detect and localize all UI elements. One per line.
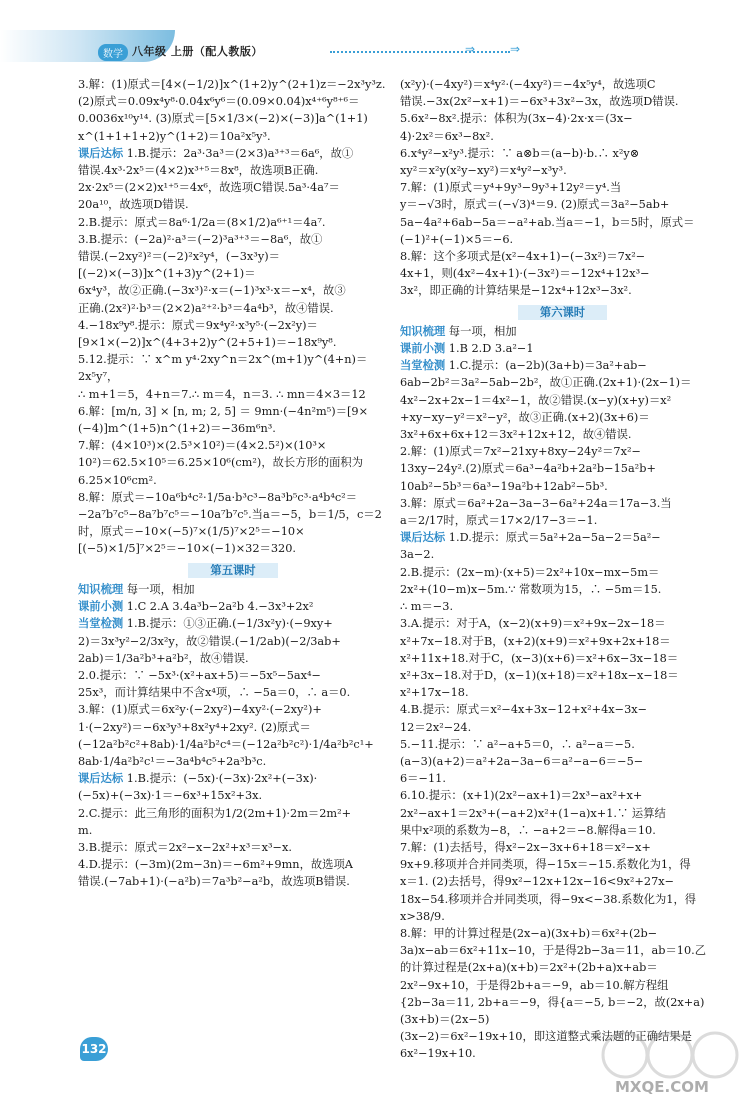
answer-line: 3.解：(1)原式＝[4×(−1/2)]x^(1+2)y^(2+1)z＝−2x³y³z. [78, 78, 386, 91]
answer-line: 2)＝3x³y²−2/3x²y，故②错误.(−1/2ab)(−2/3ab+ [78, 634, 341, 648]
answer-line: 2ab)＝1/3a²b³+a²b²，故④错误. [78, 651, 249, 665]
page-number: 132 [80, 1037, 108, 1061]
answer-line: 6x⁴y³，故②正确.(−3x³)²·x＝(−1)³x³·x＝−x⁴，故③ [78, 284, 346, 298]
answer-line: 5.6x²−8x².提示：体积为(3x−4)·2x·x＝(3x− [400, 112, 633, 126]
answer-line: 4x²−2x+2x−1＝4x²−1，故②错误.(x−y)(x+y)＝x² [400, 393, 672, 407]
answer-line: 8.解：原式＝−10a⁶b⁴c²·1/5a·b³c³−8a³b⁵c³·a⁴b⁴c²＝ [78, 490, 357, 504]
subject-badge: 数学 [98, 44, 128, 61]
answer-line: 0.0036x¹⁰y¹⁴. (3)原式＝[5×1/3×(−2)×(−3)]a^(1+1) [78, 112, 368, 126]
answer-line: 时，原式＝−10×(−5)⁷×(1/5)⁷×2⁵＝−10× [78, 525, 305, 539]
answer-line: 5.−11.提示：∵ a²−a+5＝0，∴ a²−a＝−5. [400, 737, 635, 751]
answer-line: x²+17x−18. [400, 686, 469, 700]
answer-line: (−12a²b²c²+8ab)·1/4a²b²c⁴＝(−12a²b²c²)·1/4a²b²c¹+ [78, 737, 374, 751]
answer-line: [(−5)×1/5]⁷×2⁵＝−10×(−1)×32＝320. [78, 542, 297, 556]
answer-line: 6x²−19x+10. [400, 1047, 476, 1061]
answer-line: 3.B.提示：原式＝2x²−x−2x²+x³＝x³−x. [78, 840, 292, 854]
answer-line: 课后达标 1.D.提示：原式＝5a²+2a−5a−2＝5a²− [400, 531, 661, 545]
answer-line: 3a−2. [400, 548, 435, 562]
section-label: 课前小测 [78, 600, 124, 614]
left-column [78, 76, 388, 891]
answer-line: (−4)]m^(1+5)n^(1+2)＝−36m⁶n³. [78, 422, 276, 436]
answer-line: (2)原式＝0.09x⁴y⁸·0.04x⁶y⁶＝(0.09×0.04)x⁴⁺⁶y⁸⁺⁶＝ [78, 95, 360, 109]
right-column [400, 76, 725, 1063]
answer-line: a＝2/17时，原式＝17×2/17−3＝−1. [400, 514, 598, 528]
answer-line: 5.12.提示：∵ x^m y⁴·2xy^n＝2x^(m+1)y^(4+n)＝2x⁵y⁷， [78, 353, 368, 384]
answer-line: x²+3x−18.对于D，(x−1)(x+18)＝x²+18x−x−18＝ [400, 668, 679, 682]
answer-line: 7.解：(1)去括号，得x²−2x−3x+6+18＝x²−x+ [400, 840, 651, 854]
answer-line: 2x·2x⁵＝(2×2)x¹⁺⁵＝4x⁶，故选项C错误.5a³·4a⁷＝ [78, 181, 340, 195]
section-label: 当堂检测 [78, 617, 124, 631]
answer-line: 2.解：(1)原式＝7x²−21xy+8xy−24y²＝7x²− [400, 445, 641, 459]
answer-line: 10²)＝62.5×10⁵＝6.25×10⁶(cm²)，故长方形的面积为 [78, 456, 364, 470]
answer-line: 课后达标 1.B.提示：2a³·3a³＝(2×3)a³⁺³＝6a⁶，故① [78, 146, 354, 160]
answer-line: 2x²−ax+1＝2x³+(−a+2)x²+(1−a)x+1.∵ 运算结 [400, 806, 666, 820]
answer-line: 4x+1，则(4x²−4x+1)·(−3x²)＝−12x⁴+12x³− [400, 267, 650, 281]
answer-line: {2b−3a＝11, 2b+a＝−9，得{a＝−5, b＝−2，故(2x+a)(3x+b)＝(2x−5) [400, 995, 705, 1026]
answer-line: 的计算过程是(2x+a)(x+b)＝2x²+(2b+a)x+ab＝ [400, 961, 658, 975]
answer-line: 当堂检测 1.C.提示：(a−2b)(3a+b)＝3a²+ab− [400, 359, 647, 373]
answer-line: 8.解：这个多项式是(x²−4x+1)−(−3x²)＝7x²− [400, 250, 646, 264]
answer-line: 18x−54.移项并合并同类项，得−9x<−38.系数化为1，得 [400, 892, 697, 906]
answer-line: x＝1. (2)去括号，得9x²−12x+12x−16<9x²+27x− [400, 875, 675, 889]
section-label: 知识梳理 [400, 324, 446, 338]
answer-line: 2.B.提示：原式＝8a⁶·1/2a＝(8×1/2)a⁶⁺¹＝4a⁷. [78, 215, 326, 229]
answer-line: (−1)²+(−1)×5＝−6. [400, 232, 514, 246]
answer-line: 1·(−2xy²)＝−6x³y³+8x²y⁴+2xy². (2)原式＝ [78, 720, 311, 734]
answer-line: 3x²+6x+6x+12＝3x²+12x+12，故④错误. [400, 428, 632, 442]
dotted-rule [330, 51, 510, 53]
answer-line: x^(1+1+1+2)y^(1+2)＝10a²x⁵y³. [78, 129, 271, 143]
answer-line: 3a)x−ab＝6x²+11x−10，于是得2b−3a＝11，ab＝10.乙 [400, 944, 707, 958]
answer-line: 6.10.提示：(x+1)(2x²−ax+1)＝2x³−ax²+x+ [400, 789, 643, 803]
answer-line: m. [78, 823, 93, 837]
answer-line: [9×1×(−2)]x^(4+3+2)y^(2+5+1)＝−18x⁹y⁸. [78, 336, 337, 350]
answer-line: 错误.(−7ab+1)·(−a²b)＝7a³b²−a²b，故选项B错误. [78, 875, 350, 889]
section-label: 课后达标 [78, 772, 124, 786]
answer-line: 课后达标 1.B.提示：(−5x)·(−3x)·2x²+(−3x)· [78, 772, 318, 786]
answer-line: 2x²−9x+10，于是得2b+a＝−9，ab＝10.解方程组 [400, 978, 669, 992]
answer-line: 4.D.提示：(−3m)(2m−3n)＝−6m²+9mn，故选项A [78, 858, 353, 872]
answer-line: (−5x)+(−3x)·1＝−6x³+15x²+3x. [78, 789, 263, 803]
answer-line: (a−3)(a+2)＝a²+2a−3a−6＝a²−a−6＝−5− [400, 754, 644, 768]
answer-line: 3x²，即正确的计算结果是−12x⁴+12x³−3x². [400, 284, 632, 298]
answer-line: 正确.(2x²)²·b³＝(2×2)a²⁺²·b³＝4a⁴b³，故④错误. [78, 301, 334, 315]
section-label: 课后达标 [78, 146, 124, 160]
answer-line: 7.解：(4×10³)×(2.5³×10²)＝(4×2.5²)×(10³× [78, 439, 327, 453]
answer-line: 8ab·1/4a²b²c¹＝−3a⁴b⁴c⁵+2a³b³c. [78, 754, 267, 768]
answer-line: 3.A.提示：对于A，(x−2)(x+9)＝x²+9x−2x−18＝ [400, 617, 666, 631]
answer-line: 10ab²−5b³＝6a³−19a²b+12ab²−5b³. [400, 479, 608, 493]
answer-line: 当堂检测 1.B.提示：①③正确.(−1/3x²y)·(−9xy+ [78, 617, 333, 631]
answer-line: 错误.4x³·2x⁵＝(4×2)x³⁺⁵＝8x⁸，故选项B正确. [78, 164, 319, 178]
answer-line: 错误.−3x(2x²−x+1)＝−6x³+3x²−3x，故选项D错误. [400, 95, 679, 109]
section-label: 知识梳理 [78, 582, 124, 596]
answer-line: +xy−xy−y²＝x²−y²，故③正确.(x+2)(3x+6)＝ [400, 410, 650, 424]
answer-line: (x²y)·(−4xy²)＝x⁴y²·(−4xy²)＝−4x⁵y⁴，故选项C [400, 78, 656, 91]
answer-line: x²+11x+18.对于C，(x−3)(x+6)＝x²+6x−3x−18＝ [400, 651, 679, 665]
answer-line: 12＝2x²−24. [400, 720, 472, 734]
answer-line: 6.25×10⁶cm². [78, 473, 157, 487]
answer-line: 7.解：(1)原式＝y⁴+9y³−9y³+12y²＝y⁴.当 [400, 181, 622, 195]
answer-line: −2a⁷b⁷c⁵−8a⁷b⁷c⁵＝−10a⁷b⁷c⁵.当a＝−5，b＝1/5，c＝2 [78, 508, 382, 522]
answer-line: 课前小测 1.C 2.A 3.4a³b−2a²b 4.−3x³+2x² [78, 600, 314, 614]
answer-line: 3.解：(1)原式＝6x²y·(−2xy²)−4xy²·(−2xy²)+ [78, 703, 322, 717]
arrow-icon: ⇒ [510, 42, 521, 56]
book-title: 八年级 上册（配人教版） [132, 45, 263, 58]
section-label: 课前小测 [400, 342, 446, 356]
answer-line: y＝−√3时，原式＝(−√3)⁴＝9. (2)原式＝3a²−5ab+ [400, 198, 670, 212]
answer-line: 4.B.提示：原式＝x²−4x+3x−12+x²+4x−3x− [400, 703, 648, 717]
answer-line: 错误.(−2xy²)²＝(−2)²x²y⁴，(−3x³y)＝[(−2)×(−3)]x^(1+3)y^(2+1)＝ [78, 250, 280, 281]
answer-line: 6＝−11. [400, 772, 446, 786]
answer-line: 2.0.提示：∵ −5x³·(x²+ax+5)＝−5x⁵−5ax⁴− [78, 668, 322, 682]
section-label: 课后达标 [400, 531, 446, 545]
answer-line: 4.−18x⁹y⁸.提示：原式＝9x⁴y²·x³y⁵·(−2x²y)＝ [78, 318, 318, 332]
answer-line: ∴ m＝−3. [400, 600, 454, 614]
answer-line: 6.x⁴y²−x²y³.提示：∵ a⊗b＝(a−b)·b.∴ x²y⊗ [400, 146, 640, 160]
answer-line: ∴ m+1＝5，4+n＝7.∴ m＝4，n＝3. ∴ mn＝4×3＝12 [78, 387, 366, 401]
answer-line: 8.解：甲的计算过程是(2x−a)(3x+b)＝6x²+(2b− [400, 926, 658, 940]
answer-line: 课前小测 1.B 2.D 3.a²−1 [400, 342, 534, 356]
answer-line: x²+7x−18.对于B，(x+2)(x+9)＝x²+9x+2x+18＝ [400, 634, 671, 648]
answer-line: 2x²+(10−m)x−5m.∵ 常数项为15，∴ −5m＝15. [400, 582, 662, 596]
answer-line: 9x+9.移项并合并同类项，得−15x＝−15.系数化为1，得 [400, 858, 691, 872]
section-label: 当堂检测 [400, 359, 446, 373]
watermark-text: MXQE.COM [615, 1078, 709, 1096]
lesson-heading: 第六课时 [400, 304, 725, 321]
answer-line: 果中x²项的系数为−8，∴ −a+2＝−8.解得a＝10. [400, 823, 656, 837]
answer-line: 3.解：原式＝6a²+2a−3a−3−6a²+24a＝17a−3.当 [400, 496, 672, 510]
answer-line: 2.B.提示：(2x−m)·(x+5)＝2x²+10x−mx−5m＝ [400, 565, 660, 579]
answer-line: 知识梳理 每一项，相加 [78, 582, 195, 596]
answer-line: 2.C.提示：此三角形的面积为1/2(2m+1)·2m＝2m²+ [78, 806, 352, 820]
answer-line: 5a−4a²+6ab−5a＝−a²+ab.当a＝−1，b＝5时，原式＝ [400, 215, 695, 229]
answer-line: xy²＝x²y(x²y−xy²)＝x⁴y²−x³y³. [400, 164, 567, 178]
answer-line: x>38/9. [400, 909, 445, 923]
answer-line: (3x−2)＝6x²−19x+10，即这道整式乘法题的正确结果是 [400, 1030, 692, 1044]
answer-line: 4)·2x²＝6x³−8x². [400, 129, 494, 143]
arrow-icon: ⇒ [465, 42, 476, 56]
page-header [0, 0, 750, 58]
answer-line: 25x³，而计算结果中不含x⁴项，∴ −5a＝0，∴ a＝0. [78, 686, 351, 700]
answer-line: 20a¹⁰，故选项D错误. [78, 198, 189, 212]
answer-line: 6ab−2b²＝3a²−5ab−2b²，故①正确.(2x+1)·(2x−1)＝ [400, 376, 692, 390]
answer-line: 13xy−24y².(2)原式＝6a³−4a²b+2a²b−15a²b+ [400, 462, 656, 476]
answer-line: 6.解：[m/n, 3] × [n, m; 2, 5] ＝ 9mn·(−4n²m⁵)＝[9× [78, 404, 369, 418]
lesson-heading: 第五课时 [78, 562, 388, 579]
answer-line: 知识梳理 每一项，相加 [400, 324, 517, 338]
answer-line: 3.B.提示：(−2a)²·a³＝(−2)³a³⁺³＝−8a⁶，故① [78, 232, 323, 246]
